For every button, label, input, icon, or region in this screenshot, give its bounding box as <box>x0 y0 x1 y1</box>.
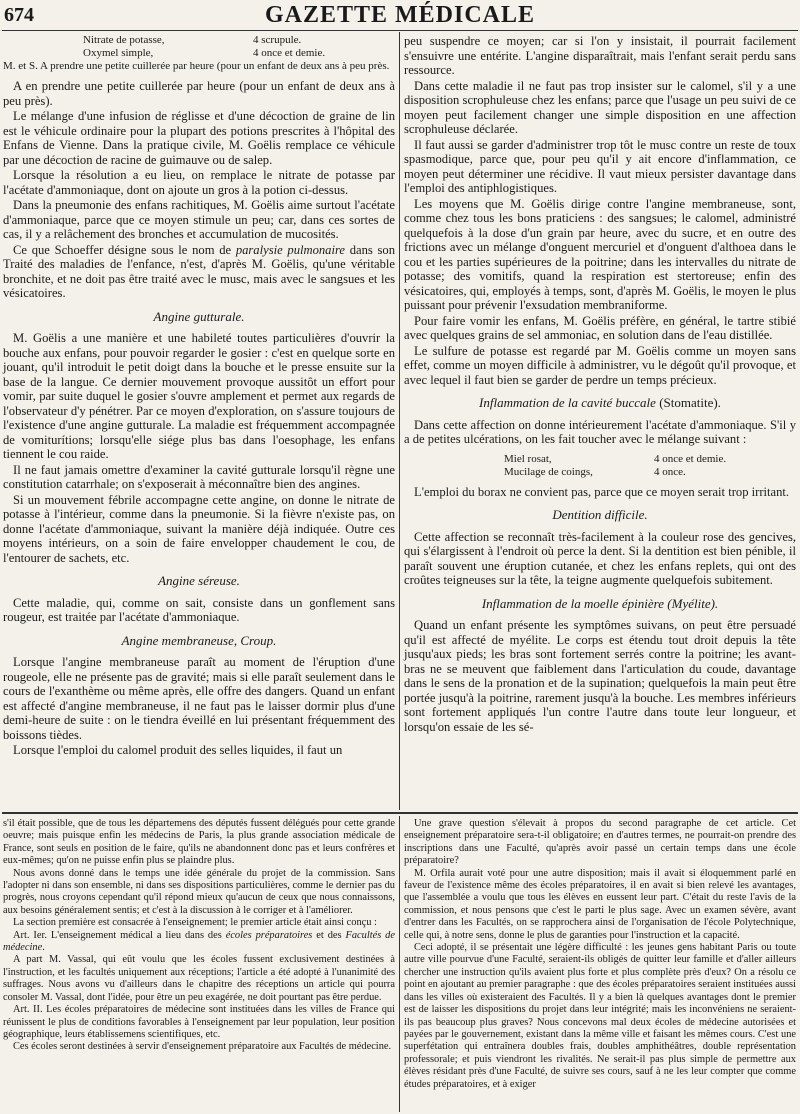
recipe-ingredient: Nitrate de potasse, <box>83 34 165 46</box>
header-rule <box>2 30 798 31</box>
paragraph: Lorsque l'emploi du calomel produit des selles liquides, il faut un <box>13 743 343 757</box>
recipe-note: M. et S. A prendre une petite cuillerée par heure (pour un enfant de deux ans à peu près. <box>3 60 390 72</box>
paragraph: Ceci adopté, il se présentait une légère difficulté : les jeunes gens habitant Paris ou toute autre ville pourvue d'une Faculté, seraient-ils obligés de quitter leur famille et d'aller ailleurs chercher une instruction qu'ils avaient plus forte et plus complète près d'eux? On a résolu ce point en ajoutant au premier paragraphe : que des écoles préparatoires seraient instituées aussi dans les villes où existeraient des Facultés. Il y a bien là quelques avantages dont le premier est de laisser les dispositions du projet dans leur intégrité; mais les inconvéniens ne seraient-ils pas beaucoup plus graves? Nous concevons mal deux écoles de médecine autorisées et payées par le gouvernement, existant dans la même ville et faisant les mêmes cours. C'est une superfétation qui entraînera doubles frais, doubles amphithéâtres, double représentation professorale; et puis viendront les rivalités. Ne serait-il pas plus simple de permettre aux élèves résidant près d'une Faculté, de suivre ses cours, sauf à ne les leur compter que comme études préparatoires, et à exiger <box>404 942 796 1090</box>
paragraph: Art. II. Les écoles préparatoires de médecine sont instituées dans les villes de France qui réunissent le plus de conditions favorables à l'enseignement par leur population, leur position géographique, leurs établissemens scientifiques, etc. <box>3 1004 395 1040</box>
paragraph: s'il était possible, que de tous les départemens des députés fussent délégués pour cette grande oeuvre; mais puisque enfin les médecins de Paris, la plus grande association médicale de France, sont seuls en position de le faire, qu'ils ne abandonnent donc pas et leurs confrères et eux-mêmes; qu'on ne puisse enfin plus se plaindre plus. <box>3 818 395 867</box>
paragraph: Cette affection se reconnaît très-facilement à la couleur rose des gencives, qui s'élargissent à l'endroit où perce la dent. Si la dentition est bien pénible, il paraît souvent une éruption cutanée, et chez les enfans replets, qui ont des croûtes teigneuses sur la tête, la teigne augmente quelquefois subitement. <box>404 529 796 587</box>
paragraph: L'emploi du borax ne convient pas, parce que ce moyen serait trop irritant. <box>414 484 790 499</box>
feuilleton-rule <box>2 812 798 814</box>
paragraph: Dans cette affection on donne intérieurement l'acétate d'ammoniaque. S'il y a de petites ulcérations, on les fait toucher avec le mélange suivant : <box>404 417 796 446</box>
recipe-quantity: 4 once et demie. <box>654 452 727 465</box>
paragraph: Quand un enfant présente les symptômes suivans, on peut être persuadé qu'il est affecté de myélite. Le corps est étendu tout droit depuis la tête jusqu'aux pieds; les bras sont fortement serrés contre la poitrine; les avant-bras ne se meuvent que faiblement dans l'articulation du coude, davantage dans le sens de la pronation et de la supination; quelquefois la main peut être portée jusqu'à la poitrine, rarement jusqu'à la bouche. Les membres inférieurs sont fortement appliqués l'un contre l'autre dans toute leur longueur, et lorsqu'on essaie de les sé- <box>404 618 796 734</box>
bottom-right-column <box>404 818 796 1091</box>
recipe-quantity: 4 scrupule. <box>253 34 302 46</box>
journal-title: GAZETTE MÉDICALE <box>264 2 536 28</box>
left-column <box>3 34 395 759</box>
paragraph: Dans la pneumonie des enfans rachitiques, M. Goëlis aime surtout l'acétate d'ammoniaque, parce que ce moyen stimule un peu; car, dans ces sortes de cas, il y a relâchement des bronches et accumulation de mucosités. <box>3 198 395 241</box>
section-heading: Inflammation de la cavité buccale (Stomatite). <box>479 395 721 410</box>
paragraph: Les moyens que M. Goëlis dirige contre l'angine membraneuse, sont, comme chez tous les bons praticiens : des sangsues; le calomel, administré quelquefois à la dose d'un grain par heure, avec du sucre, et en outre des frictions avec un mélange d'onguent mercuriel et d'onguent d'althoea dans le cou et les parties supérieures de la poitrine; dans les intervalles du nitrate de potasse; des vomitifs, quand la respiration est stertoreuse; enfin des vésicatoires, qui, employés à temps, sont, d'après M. Goëlis, le moyen le plus puissant pour prévenir l'exsudation membraniforme. <box>404 196 796 312</box>
paragraph: Lorsque la résolution a eu lieu, on remplace le nitrate de potasse par l'acétate d'ammoniaque, dont on ajoute un gros à la potion ci-dessus. <box>3 168 395 197</box>
paragraph: Cette maladie, qui, comme on sait, consiste dans un gonflement sans rougeur, est traitée par l'acétate d'ammoniaque. <box>3 595 395 624</box>
section-heading: Angine membraneuse, Croup. <box>121 632 277 648</box>
section-heading: Angine gutturale. <box>153 308 245 324</box>
section-heading: Dentition difficile. <box>552 507 648 522</box>
paragraph: A en prendre une petite cuillerée par heure (pour un enfant de deux ans à peu près). <box>3 79 395 108</box>
bottom-column-divider <box>399 816 400 1112</box>
paragraph: Si un mouvement fébrile accompagne cette angine, on donne le nitrate de potasse à l'intérieur, comme dans la pneumonie. Si la fièvre n'existe pas, on donne l'acétate d'ammoniaque, suivant la manière déjà indiquée. Outre ces moyens intérieurs, on a soin de faire envelopper chaudement le cou, de l'entourer de sachets, etc. <box>3 492 395 565</box>
paragraph: Le mélange d'une infusion de réglisse et d'une décoction de graine de lin est le véhicule ordinaire pour la plupart des potions prescrites à l'hôpital des Enfans de Vienne. Dans la pratique civile, M. Goëlis remplace ce véhicule par une décoction de racine de guimauve ou de salep. <box>3 109 395 167</box>
paragraph: Ce que Schoeffer désigne sous le nom de paralysie pulmonaire dans son Traité des maladies de l'enfance, n'est, d'après M. Goëlis, qu'une véritable bronchite, et ne doit pas être traité avec le musc, mais avec le sangsues et les vésicatoires. <box>3 242 395 300</box>
paragraph: Pour faire vomir les enfans, M. Goëlis préfère, en général, le tartre stibié avec quelques grains de sel ammoniac, en solution dans de l'eau distillée. <box>404 313 796 342</box>
paragraph: M. Orfila aurait voté pour une autre disposition; mais il avait si éloquemment parlé en faveur de l'existence même des écoles préparatoires, il en avait si bien relevé les avantages, que l'assemblée a voulu que tous les élèves en eussent leur part. C'était du reste l'avis de la commission, et nous pensons que c'est le parti le plus sage. Avec un examen sévère, avant d'entrer dans les Facultés, on se rapprochera ainsi de l'organisation de l'école Polytechnique, celle qui, à notre sens, donne le plus de garanties pour l'instruction et la capacité. <box>404 867 796 941</box>
paragraph: Le sulfure de potasse est regardé par M. Goëlis comme un moyen sans effet, comme un moyen difficile à administrer, vu le dégoût qu'il provoque, et avec lequel il faut bien se garder de perdre un temps précieux. <box>404 343 796 387</box>
paragraph: Art. Ier. L'enseignement médical a lieu dans des écoles préparatoires et des Facultés de médecine. <box>3 929 395 954</box>
recipe-quantity: 4 once et demie. <box>253 47 326 59</box>
paragraph: peu suspendre ce moyen; car si l'on y insistait, il pourrait facilement s'ensuivre une entérite. L'angine disparaîtrait, mais l'enfant serait perdu sans ressource. <box>404 34 796 77</box>
recipe-ingredient: Mucilage de coings, <box>504 465 593 478</box>
page-number: 674 <box>4 4 34 26</box>
paragraph: Dans cette maladie il ne faut pas trop insister sur le calomel, s'il y a une disposition scrophuleuse chez les enfans; parce que l'usage un peu suivi de ce moyen peut facilement changer une simple disposition en une affection scrophuleuse déclarée. <box>404 78 796 136</box>
recipe-quantity: 4 once. <box>654 465 686 478</box>
paragraph: Il ne faut jamais omettre d'examiner la cavité gutturale lorsqu'il règne une constitution catarrhale; on s'exposerait à méconnaître bien des angines. <box>3 462 395 491</box>
recipe-ingredient: Miel rosat, <box>504 452 552 465</box>
paragraph: Nous avons donné dans le temps une idée générale du projet de la commission. Sans l'adopter ni dans son ensemble, ni dans ses dispositions particulières, comme le dernier pas du progrès, nous croyons cependant qu'il répond mieux qu'aucun de ceux que nous connaissons, aux besoins généralement sentis; et c'est à la discussion à le corriger et à l'améliorer. <box>3 867 395 916</box>
recipe-line <box>404 453 796 466</box>
paragraph: La section première est consacrée à l'enseignement; le premier article était ainsi conçu : <box>13 917 377 929</box>
recipe-line <box>3 47 395 60</box>
bottom-left-column <box>3 818 395 1054</box>
paragraph: M. Goëlis a une manière et une habileté toutes particulières d'ouvrir la bouche aux enfans, pour pouvoir regarder le gosier : c'est en quelque sorte en jouant, qu'il introduit le petit doigt dans la bouche et le presse ensuite sur la base de la langue. Ce dernier mouvement provoque aussitôt un effort pour vomir, par suite duquel le gosier s'ouvre amplement et permet aux regards de l'observateur d'y pénétrer. Par ce moyen d'exploration, on s'assure toujours de l'existence d'une angine gutturale. La maladie est fréquemment accompagnée de vomiturítions; lorsqu'elle siége plus bas dans l'oesophage, les enfans tiennent le cou raide. <box>3 331 395 461</box>
section-heading: Inflammation de la moelle épinière (Myélite). <box>481 595 719 611</box>
paragraph: Une grave question s'élevait à propos du second paragraphe de cet article. Cet enseignement préparatoire sera-t-il obligatoire; en d'autres termes, ne pourrait-on prendre des inscriptions dans une Faculté, qu'après avoir passé un certain temps dans une école préparatoire? <box>404 818 796 867</box>
section-heading: Angine séreuse. <box>158 573 240 588</box>
page-header <box>0 0 800 30</box>
paragraph: Il faut aussi se garder d'administrer trop tôt le musc contre un reste de toux spasmodique, parce que, pour peu qu'il y ait encore d'inflammation, ce moyen peut déterminer une récidive. Il vaut mieux persister davantage dans l'emploi des antiphlogistiques. <box>404 137 796 195</box>
paragraph: A part M. Vassal, qui eût voulu que les écoles fussent exclusivement destinées à l'instruction, et les facultés uniquement aux réceptions; l'article a été adopté à l'unanimité des suffrages. Nous avons vu d'ailleurs dans le chapitre des réceptions un article qui pourra consoler M. Vassal, dont l'idée, pour être un peu exagérée, ne doit pourtant pas être perdue. <box>3 954 395 1003</box>
paragraph: Ces écoles seront destinées à servir d'enseignement préparatoire aux Facultés de médecine. <box>13 1041 392 1053</box>
recipe-line <box>3 34 395 47</box>
recipe-line <box>404 466 796 479</box>
paragraph: Lorsque l'angine membraneuse paraît au moment de l'éruption d'une rougeole, elle ne présente pas de gravité; mais si elle paraît seulement dans le cours de l'exanthème ou même après, elle offre des dangers. Quand un enfant est affecté d'angine membraneuse, il ne faut pas le laisser dormir plus d'une demi-heure de suite : on le tiendra éveillé en lui présentant fréquemment des boissons tièdes. <box>3 655 395 742</box>
recipe-ingredient: Oxymel simple, <box>83 47 154 59</box>
right-column <box>404 34 796 735</box>
column-divider <box>399 32 400 810</box>
